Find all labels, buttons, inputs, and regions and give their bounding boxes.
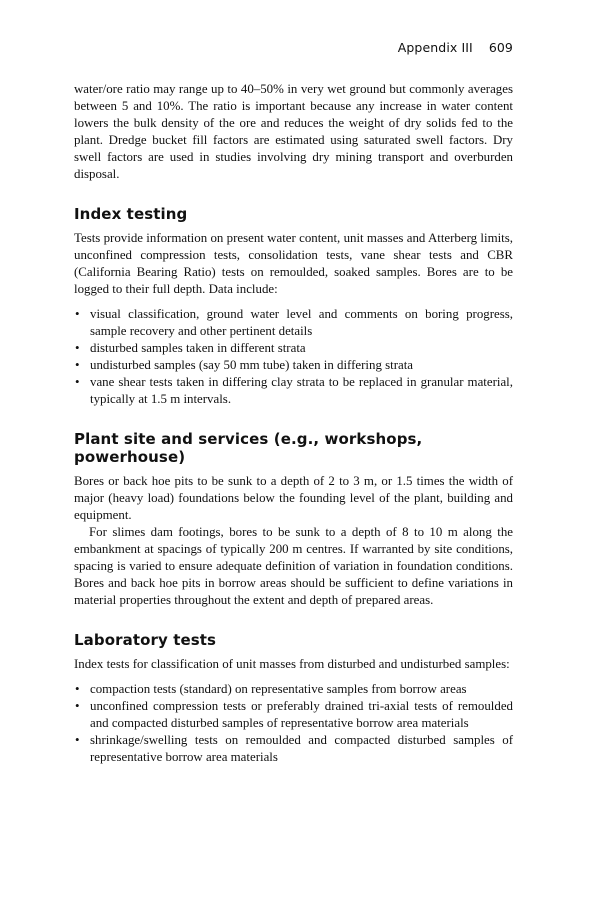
bullet-icon: •	[75, 733, 80, 747]
bullet-icon: •	[75, 375, 80, 389]
page-number: 609	[488, 40, 513, 55]
section-heading-index-testing: Index testing	[74, 205, 188, 223]
index-testing-paragraph: Tests provide information on present water content, unit masses and Atterberg limits, unconfined compression tests, consolidation tests, vane shear tests and CBR (California Bearing Ratio) tests on remoulded, soaked samples. Bores are to be logged to their full depth. Data include:	[74, 231, 513, 296]
running-header	[398, 40, 513, 55]
list-item-text: compaction tests (standard) on representative samples from borrow areas	[90, 682, 467, 696]
list-item	[74, 357, 513, 374]
index-testing-bullet-list	[74, 306, 513, 408]
intro-paragraph: water/ore ratio may range up to 40–50% in very wet ground but commonly averages between 5 and 10%. The ratio is important because any increase in water content lowers the bulk density of the ore and reduces the weight of dry solids fed to the plant. Dredge bucket fill factors are estimated using saturated swell factors. Dry swell factors are used in studies involving dry mining transport and overburden disposal.	[74, 82, 513, 181]
bullet-icon: •	[75, 358, 80, 372]
list-item	[74, 374, 513, 408]
bullet-icon: •	[75, 682, 80, 696]
bullet-icon: •	[75, 307, 80, 321]
running-header-title: Appendix III	[397, 40, 473, 55]
list-item-text: visual classification, ground water level and comments on boring progress, sample recovery and other pertinent details	[90, 307, 513, 338]
bullet-icon: •	[75, 699, 80, 713]
list-item-text: unconfined compression tests or preferably drained tri-axial tests of remoulded and compacted disturbed samples of representative borrow area materials	[90, 699, 513, 730]
list-item	[74, 340, 513, 357]
list-item-text: vane shear tests taken in differing clay strata to be replaced in granular material, typically at 1.5 m intervals.	[90, 375, 513, 406]
plant-site-paragraph-2: For slimes dam footings, bores to be sunk to a depth of 8 to 10 m along the embankment at spacings of typically 200 m centres. If warranted by site conditions, spacing is varied to ensure adequate definition of variation in foundation conditions. Bores and back hoe pits in borrow areas should be sufficient to define variations in material properties throughout the extent and depth of prepared areas.	[74, 525, 513, 607]
list-item-text: shrinkage/swelling tests on remoulded and compacted disturbed samples of representative borrow area materials	[90, 733, 513, 764]
plant-site-paragraph-1: Bores or back hoe pits to be sunk to a depth of 2 to 3 m, or 1.5 times the width of major (heavy load) foundations below the founding level of the plant, building and equipment.	[74, 474, 513, 522]
section-heading-plant-site: Plant site and services (e.g., workshops, powerhouse)	[74, 430, 423, 466]
page-body	[74, 81, 513, 766]
list-item	[74, 732, 513, 766]
bullet-icon: •	[75, 341, 80, 355]
laboratory-tests-bullet-list	[74, 681, 513, 766]
list-item	[74, 698, 513, 732]
list-item-text: disturbed samples taken in different strata	[90, 341, 306, 355]
laboratory-tests-paragraph: Index tests for classification of unit masses from disturbed and undisturbed samples:	[74, 657, 510, 671]
list-item	[74, 306, 513, 340]
list-item	[74, 681, 513, 698]
section-heading-laboratory-tests: Laboratory tests	[74, 631, 217, 649]
list-item-text: undisturbed samples (say 50 mm tube) taken in differing strata	[90, 358, 414, 372]
